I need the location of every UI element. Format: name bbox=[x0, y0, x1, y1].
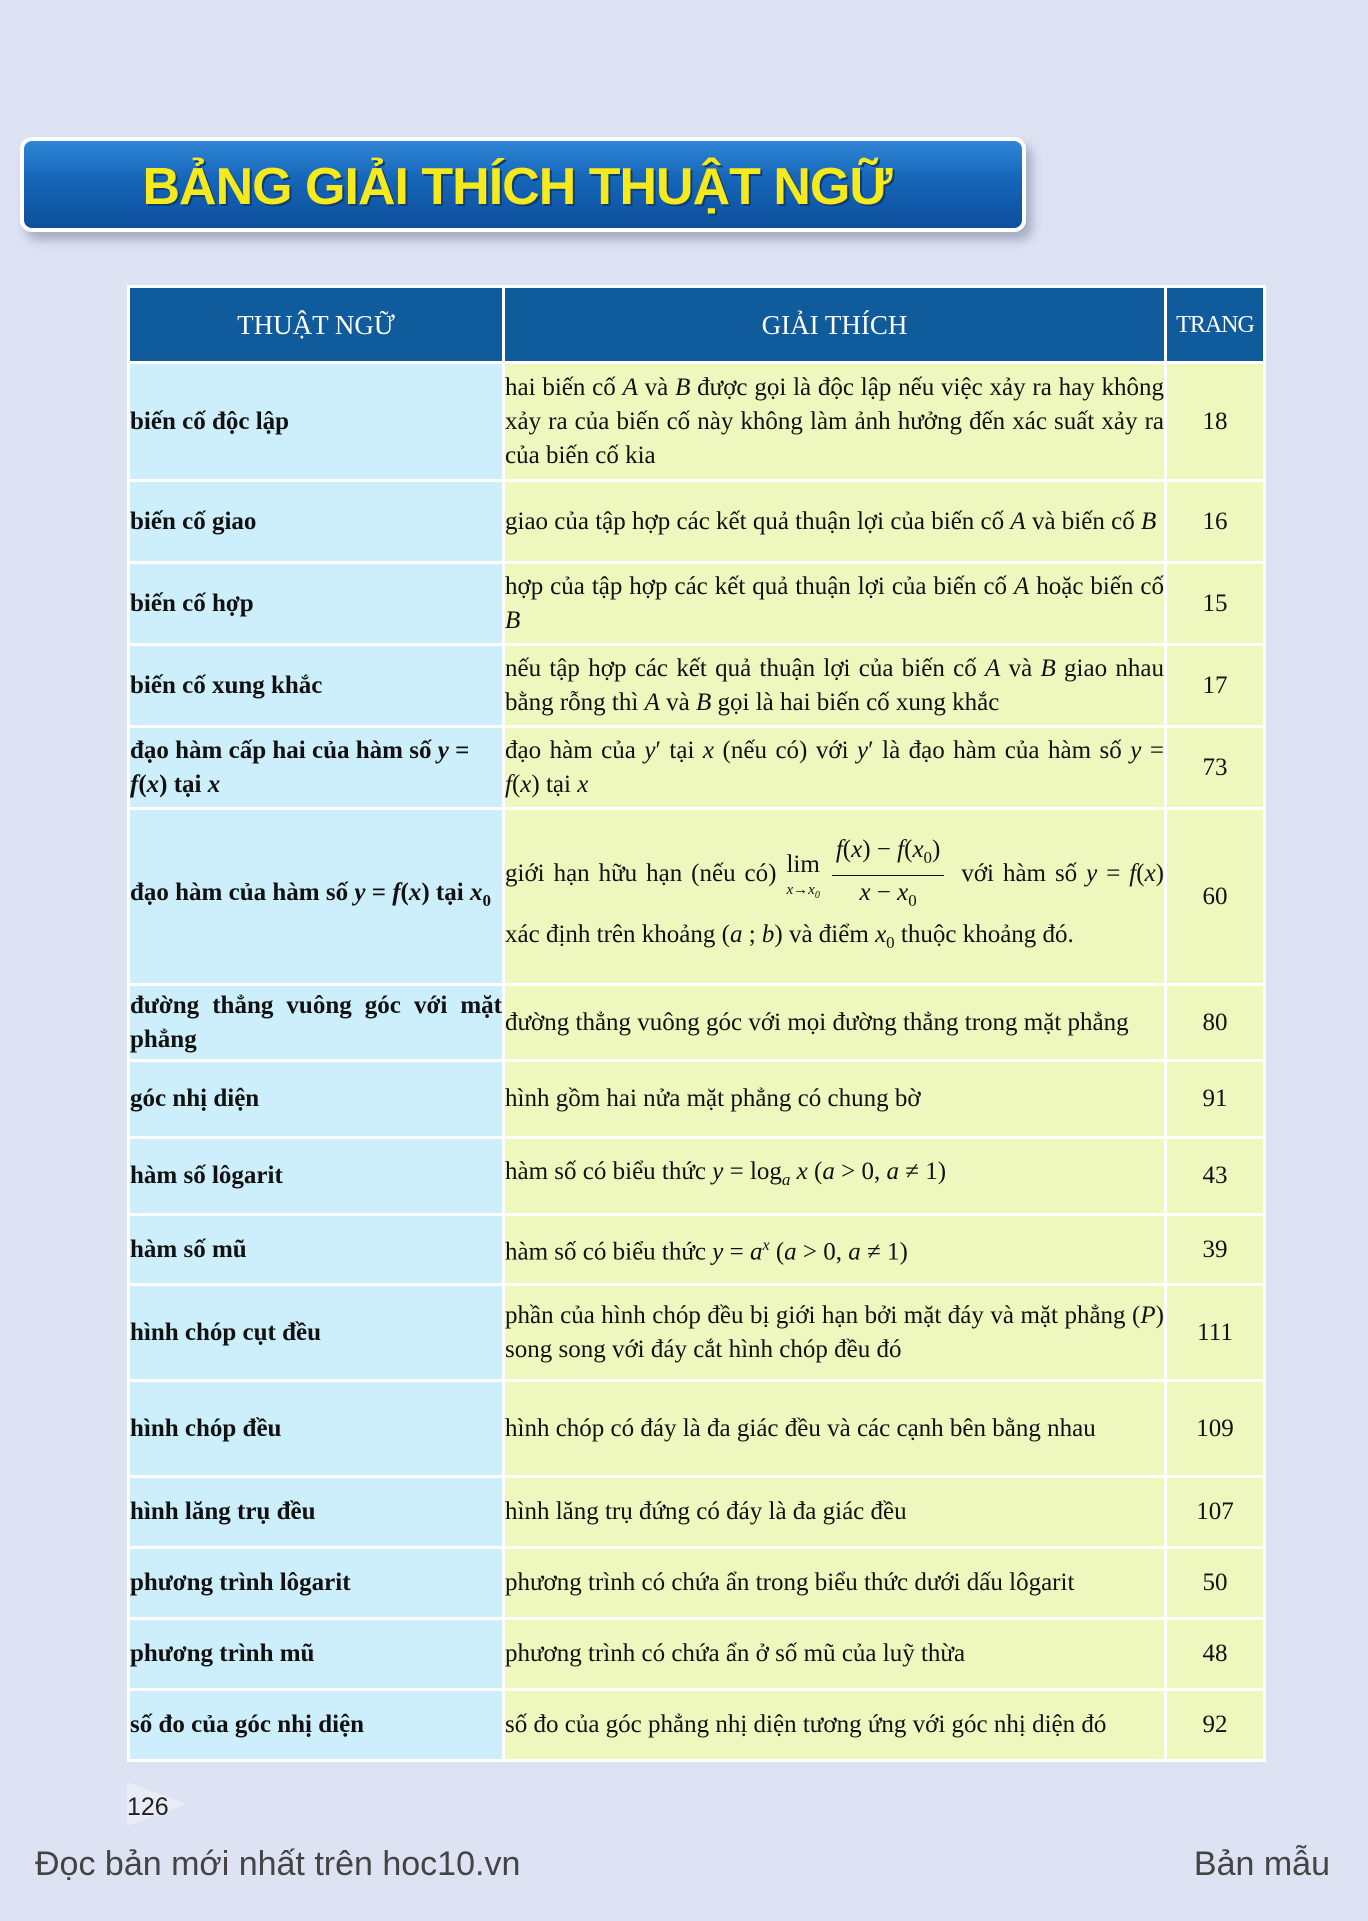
definition-cell: hàm số có biểu thức $y = a^x$ (a > 0, a ≠ 1) bbox=[504, 1215, 1166, 1285]
page-cell: 91 bbox=[1166, 1061, 1265, 1138]
term-cell: phương trình lôgarit bbox=[129, 1548, 504, 1619]
page-cell: 39 bbox=[1166, 1215, 1265, 1285]
definition-cell: đường thẳng vuông góc với mọi đường thẳng trong mặt phẳng bbox=[504, 985, 1166, 1061]
definition-cell: đạo hàm của y′ tại x (nếu có) với y′ là đạo hàm của hàm số y = f(x) tại x bbox=[504, 727, 1166, 809]
term-cell: góc nhị diện bbox=[129, 1061, 504, 1138]
header-definition: GIẢI THÍCH bbox=[504, 287, 1166, 363]
term-cell: biến cố hợp bbox=[129, 563, 504, 645]
table-row bbox=[129, 985, 1265, 1061]
table-row bbox=[129, 1548, 1265, 1619]
term-cell: đường thẳng vuông góc với mặt phẳng bbox=[129, 985, 504, 1061]
definition-cell: hai biến cố A và B được gọi là độc lập nếu việc xảy ra hay không xảy ra của biến cố này không làm ảnh hưởng đến xác suất xảy ra của biến cố kia bbox=[504, 363, 1166, 481]
definition-cell: phần của hình chóp đều bị giới hạn bởi mặt đáy và mặt phẳng (P) song song với đáy cắt hình chóp đều đó bbox=[504, 1285, 1166, 1381]
table-row bbox=[129, 1381, 1265, 1477]
page-cell: 111 bbox=[1166, 1285, 1265, 1381]
page-cell: 17 bbox=[1166, 645, 1265, 727]
term-cell: biến cố giao bbox=[129, 481, 504, 563]
page-cell: 107 bbox=[1166, 1477, 1265, 1548]
term-cell: đạo hàm cấp hai của hàm số y = f(x) tại x bbox=[129, 727, 504, 809]
term-cell: số đo của góc nhị diện bbox=[129, 1690, 504, 1761]
header-term: THUẬT NGỮ bbox=[129, 287, 504, 363]
table-row bbox=[129, 1690, 1265, 1761]
term-cell: phương trình mũ bbox=[129, 1619, 504, 1690]
page-cell: 109 bbox=[1166, 1381, 1265, 1477]
term-cell: đạo hàm của hàm số y = f(x) tại $x_0$ bbox=[129, 809, 504, 985]
table-row bbox=[129, 563, 1265, 645]
definition-cell: hàm số có biểu thức $y = \log_a x$ (a > 0, a ≠ 1) bbox=[504, 1138, 1166, 1215]
footer-sample-label: Bản mẫu bbox=[1193, 1845, 1330, 1883]
definition-cell: nếu tập hợp các kết quả thuận lợi của biến cố A và B giao nhau bằng rỗng thì A và B gọi là hai biến cố xung khắc bbox=[504, 645, 1166, 727]
table-row bbox=[129, 1215, 1265, 1285]
definition-cell: hình gồm hai nửa mặt phẳng có chung bờ bbox=[504, 1061, 1166, 1138]
term-cell: hàm số lôgarit bbox=[129, 1138, 504, 1215]
table-row bbox=[129, 1285, 1265, 1381]
definition-cell: phương trình có chứa ẩn ở số mũ của luỹ thừa bbox=[504, 1619, 1166, 1690]
term-cell: biến cố xung khắc bbox=[129, 645, 504, 727]
page-cell: 15 bbox=[1166, 563, 1265, 645]
definition-cell: hình lăng trụ đứng có đáy là đa giác đều bbox=[504, 1477, 1166, 1548]
term-cell: hình chóp cụt đều bbox=[129, 1285, 504, 1381]
definition-cell: số đo của góc phẳng nhị diện tương ứng với góc nhị diện đó bbox=[504, 1690, 1166, 1761]
fraction-expression: $\frac{f(x) - f(x_0)}{x - x_0}$ bbox=[832, 833, 945, 918]
page-cell: 80 bbox=[1166, 985, 1265, 1061]
page-cell: 18 bbox=[1166, 363, 1265, 481]
page-cell: 48 bbox=[1166, 1619, 1265, 1690]
page-cell: 60 bbox=[1166, 809, 1265, 985]
footer-link-text: Đọc bản mới nhất trên hoc10.vn bbox=[35, 1845, 521, 1883]
term-cell: hình chóp đều bbox=[129, 1381, 504, 1477]
definition-cell: hợp của tập hợp các kết quả thuận lợi của biến cố A hoặc biến cố B bbox=[504, 563, 1166, 645]
page-cell: 92 bbox=[1166, 1690, 1265, 1761]
table-row bbox=[129, 1061, 1265, 1138]
term-cell: hình lăng trụ đều bbox=[129, 1477, 504, 1548]
table-row bbox=[129, 363, 1265, 481]
table-row bbox=[129, 645, 1265, 727]
table-row bbox=[129, 809, 1265, 985]
title-banner bbox=[20, 137, 1026, 232]
table-row bbox=[129, 481, 1265, 563]
definition-cell: giao của tập hợp các kết quả thuận lợi của biến cố A và biến cố B bbox=[504, 481, 1166, 563]
definition-cell: phương trình có chứa ẩn trong biểu thức dưới dấu lôgarit bbox=[504, 1548, 1166, 1619]
table-header-row bbox=[129, 287, 1265, 363]
page-cell: 16 bbox=[1166, 481, 1265, 563]
page-cell: 43 bbox=[1166, 1138, 1265, 1215]
term-cell: biến cố độc lập bbox=[129, 363, 504, 481]
glossary-table bbox=[127, 285, 1266, 1762]
table-row bbox=[129, 1138, 1265, 1215]
term-cell: hàm số mũ bbox=[129, 1215, 504, 1285]
table-row bbox=[129, 1619, 1265, 1690]
page-number: 126 bbox=[127, 1793, 169, 1821]
header-page: TRANG bbox=[1166, 287, 1265, 363]
table-row bbox=[129, 1477, 1265, 1548]
page-cell: 50 bbox=[1166, 1548, 1265, 1619]
definition-cell: giới hạn hữu hạn (nếu có) lim $x\to x_0$ $\frac{f(x) - f(x_0)}{x - x_0}$ với hàm số y = f(x) xác định trên khoảng (a ; b) và điểm $x_0$ thuộc khoảng đó. bbox=[504, 809, 1166, 985]
limit-expression: lim $x\to x_0$ bbox=[786, 850, 820, 901]
page-title: BẢNG GIẢI THÍCH THUẬT NGỮ bbox=[142, 157, 892, 216]
table-row bbox=[129, 727, 1265, 809]
page-cell: 73 bbox=[1166, 727, 1265, 809]
definition-cell: hình chóp có đáy là đa giác đều và các cạnh bên bằng nhau bbox=[504, 1381, 1166, 1477]
